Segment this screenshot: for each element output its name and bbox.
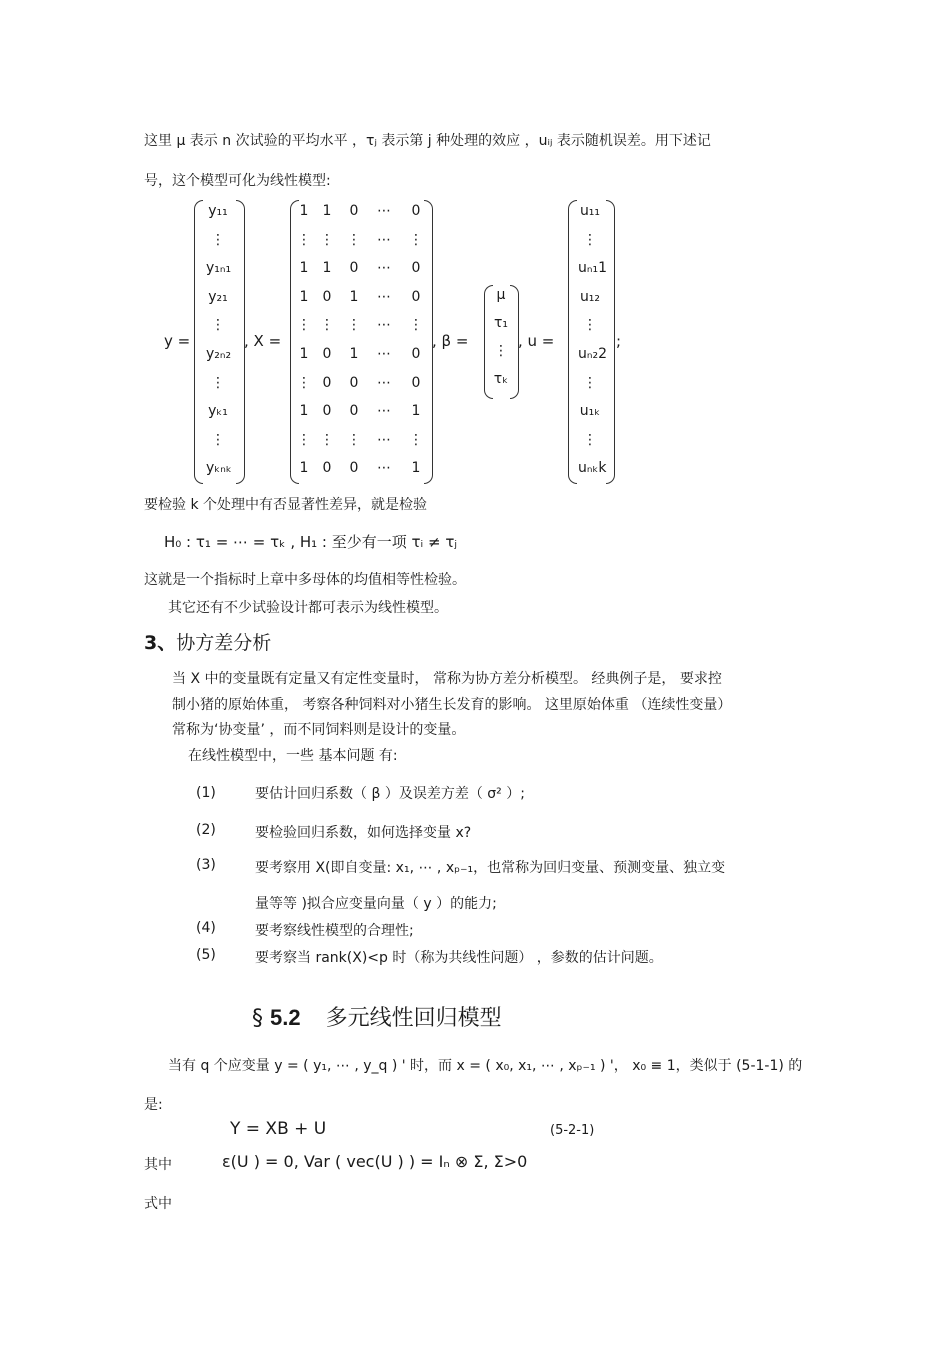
x-matrix-cell: 0 bbox=[322, 346, 332, 362]
x-matrix-cell: ⋮ bbox=[409, 231, 423, 248]
test-line-3: 其它还有不少试验设计都可表示为线性模型。 bbox=[168, 600, 448, 616]
where-equation: ε(U ) = 0, Var ( vec(U ) ) = Iₙ ⊗ Σ, Σ>0 bbox=[222, 1152, 528, 1171]
equation-number: (5-2-1) bbox=[550, 1123, 595, 1138]
section-title: 多元线性回归模型 bbox=[325, 1006, 502, 1031]
list-item-number: (5) bbox=[196, 947, 216, 963]
list-item: 要考察用 X(即自变量: x₁, ⋯ , xₚ₋₁，也常称为回归变量、预测变量、独立变 bbox=[255, 860, 726, 876]
y-vector-entry: yₖₙₖ bbox=[206, 460, 232, 477]
y-vector-entry: yₖ₁ bbox=[208, 403, 228, 420]
x-matrix-cell: ⋯ bbox=[377, 288, 391, 305]
u-right-paren bbox=[606, 200, 615, 484]
list-item: 要考察当 rank(X)<p 时（称为共线性问题） ，参数的估计问题。 bbox=[255, 950, 663, 966]
x-matrix-cell: 0 bbox=[349, 203, 359, 219]
x-matrix-cell: 1 bbox=[322, 203, 332, 219]
x-matrix-cell: ⋯ bbox=[377, 346, 391, 362]
x-matrix-cell: 0 bbox=[349, 460, 359, 477]
x-matrix-cell: 1 bbox=[299, 260, 309, 277]
x-matrix-cell: ⋮ bbox=[347, 317, 361, 334]
list-item-number: (1) bbox=[196, 785, 216, 801]
x-matrix-cell: 0 bbox=[322, 288, 332, 305]
y-label: y = bbox=[164, 332, 191, 350]
u-vector-entry: uₙₖk bbox=[578, 460, 607, 477]
u-vector-entry: u₁₂ bbox=[579, 288, 601, 305]
section-3-p2: 制小猪的原始体重， 考察各种饲料对小猪生长发育的影响。 这里原始体重 （连续性变量） bbox=[172, 697, 732, 713]
y-vector-entry: y₂₁ bbox=[208, 288, 228, 305]
intro-line-2: 号，这个模型可化为线性模型: bbox=[144, 173, 331, 189]
y-vector-entry: y₁₁ bbox=[208, 203, 228, 219]
where-label: 其中 bbox=[144, 1157, 172, 1173]
beta-vector-entry: τₖ bbox=[493, 371, 509, 387]
x-matrix-cell: 1 bbox=[299, 460, 309, 477]
x-matrix-cell: 1 bbox=[299, 346, 309, 362]
u-vector-entry: u₁₁ bbox=[579, 203, 601, 219]
x-matrix-cell: 0 bbox=[349, 403, 359, 420]
x-matrix-cell: ⋮ bbox=[409, 317, 423, 334]
x-matrix-cell: 0 bbox=[411, 260, 421, 277]
beta-vector-entry: τ₁ bbox=[493, 315, 509, 331]
y-vector-entry: y₁ₙ₁ bbox=[206, 260, 232, 277]
beta-label: , β = bbox=[432, 332, 469, 350]
x-matrix-cell: 1 bbox=[299, 288, 309, 305]
x-matrix-cell: 0 bbox=[322, 403, 332, 420]
beta-vector-entry: ⋮ bbox=[494, 343, 508, 359]
x-label: , X = bbox=[244, 332, 282, 350]
x-matrix-cell: 0 bbox=[322, 374, 332, 391]
test-line-1: 要检验 k 个处理中有否显著性差异，就是检验 bbox=[144, 497, 428, 513]
y-vector-entry: ⋮ bbox=[211, 431, 225, 448]
x-matrix-cell: 0 bbox=[411, 203, 421, 219]
x-matrix-cell: ⋯ bbox=[377, 374, 391, 391]
x-matrix-cell: ⋮ bbox=[297, 231, 311, 248]
list-item-number: (3) bbox=[196, 857, 216, 873]
x-matrix-cell: 1 bbox=[411, 403, 421, 420]
equation-5-2-1: Y = XB + U bbox=[230, 1119, 327, 1139]
x-matrix-cell: ⋮ bbox=[297, 317, 311, 334]
u-vector-entry: ⋮ bbox=[583, 317, 597, 334]
intro-line-1: 这里 μ 表示 n 次试验的平均水平 ，τⱼ 表示第 j 种处理的效应 ，uᵢⱼ 表示随机误差。用下述记 bbox=[144, 133, 711, 149]
x-matrix-cell: ⋮ bbox=[297, 374, 311, 391]
y-vector-entry: ⋮ bbox=[211, 317, 225, 334]
x-matrix-cell: ⋯ bbox=[377, 260, 391, 277]
u-label: , u = bbox=[518, 332, 555, 350]
x-matrix-cell: ⋯ bbox=[377, 203, 391, 219]
u-vector-entry: uₙ₂2 bbox=[578, 346, 607, 362]
last-line: 式中 bbox=[144, 1196, 172, 1212]
list-item-number: (2) bbox=[196, 822, 216, 838]
list-item: 要考察线性模型的合理性; bbox=[255, 923, 414, 939]
section-5-2-heading bbox=[252, 1001, 502, 1032]
u-left-paren bbox=[568, 200, 577, 484]
section-3-heading bbox=[144, 628, 271, 655]
model-end: ; bbox=[616, 332, 622, 350]
section-3-p1: 当 X 中的变量既有定量又有定性变量时， 常称为协方差分析模型。 经典例子是， 要求控 bbox=[172, 671, 722, 687]
x-matrix-cell: ⋯ bbox=[377, 431, 391, 448]
u-vector-entry: ⋮ bbox=[583, 431, 597, 448]
x-matrix-cell: ⋮ bbox=[347, 431, 361, 448]
x-matrix-cell: 1 bbox=[349, 288, 359, 305]
list-item: 要检验回归系数，如何选择变量 x? bbox=[255, 825, 472, 841]
u-vector-entry: ⋮ bbox=[583, 374, 597, 391]
x-matrix-cell: ⋮ bbox=[320, 231, 334, 248]
section-number: 5.2 bbox=[270, 1005, 301, 1030]
x-matrix-cell: ⋮ bbox=[409, 431, 423, 448]
x-matrix-cell: ⋯ bbox=[377, 460, 391, 477]
x-matrix-cell: ⋯ bbox=[377, 403, 391, 420]
para-5-2-line-1: 当有 q 个应变量 y = ( y₁, ⋯ , y_q ) ' 时，而 x = ( x₀, x₁, ⋯ , xₚ₋₁ ) '， x₀ ≡ 1，类似于 (5-1-1) 的 bbox=[168, 1058, 803, 1074]
x-matrix-cell: ⋮ bbox=[320, 431, 334, 448]
y-vector-entry: y₂ₙ₂ bbox=[206, 346, 232, 362]
x-matrix-cell: 0 bbox=[411, 288, 421, 305]
x-matrix-cell: 1 bbox=[349, 346, 359, 362]
para-5-2-line-2: 是: bbox=[144, 1097, 163, 1113]
list-item-continuation: 量等等 )拟合应变量向量（ y ）的能力; bbox=[255, 896, 497, 912]
u-vector-entry: u₁ₖ bbox=[579, 403, 601, 420]
section-3-number: 3、 bbox=[144, 632, 177, 654]
section-3-p4: 在线性模型中，一些 基本问题 有: bbox=[188, 748, 398, 764]
section-mark: § bbox=[252, 1006, 263, 1031]
x-matrix-cell: 1 bbox=[299, 403, 309, 420]
x-matrix-cell: ⋯ bbox=[377, 231, 391, 248]
x-matrix-cell: ⋯ bbox=[377, 317, 391, 334]
section-3-p3: 常称为‘协变量’ ，而不同饲料则是设计的变量。 bbox=[172, 722, 466, 738]
x-matrix-cell: 1 bbox=[411, 460, 421, 477]
x-matrix-cell: ⋮ bbox=[347, 231, 361, 248]
y-vector-entry: ⋮ bbox=[211, 374, 225, 391]
x-matrix-cell: 1 bbox=[322, 260, 332, 277]
u-vector-entry: uₙ₁1 bbox=[578, 260, 607, 277]
list-item-number: (4) bbox=[196, 920, 216, 936]
x-matrix-cell: 1 bbox=[299, 203, 309, 219]
x-matrix-cell: 0 bbox=[411, 346, 421, 362]
hypothesis: H₀ : τ₁ = ⋯ = τₖ , H₁ : 至少有一项 τᵢ ≠ τⱼ bbox=[164, 533, 457, 551]
x-matrix-cell: 0 bbox=[411, 374, 421, 391]
section-3-title: 协方差分析 bbox=[176, 632, 272, 654]
test-line-2: 这就是一个指标时上章中多母体的均值相等性检验。 bbox=[144, 572, 466, 588]
x-matrix-cell: 0 bbox=[349, 260, 359, 277]
x-matrix-cell: ⋮ bbox=[320, 317, 334, 334]
beta-vector-entry: μ bbox=[496, 287, 506, 303]
x-matrix-cell: ⋮ bbox=[297, 431, 311, 448]
y-vector-entry: ⋮ bbox=[211, 231, 225, 248]
u-vector-entry: ⋮ bbox=[583, 231, 597, 248]
list-item: 要估计回归系数（ β ）及误差方差（ σ² ）; bbox=[255, 786, 525, 802]
x-matrix-cell: 0 bbox=[322, 460, 332, 477]
y-left-paren bbox=[194, 200, 203, 484]
x-matrix-cell: 0 bbox=[349, 374, 359, 391]
